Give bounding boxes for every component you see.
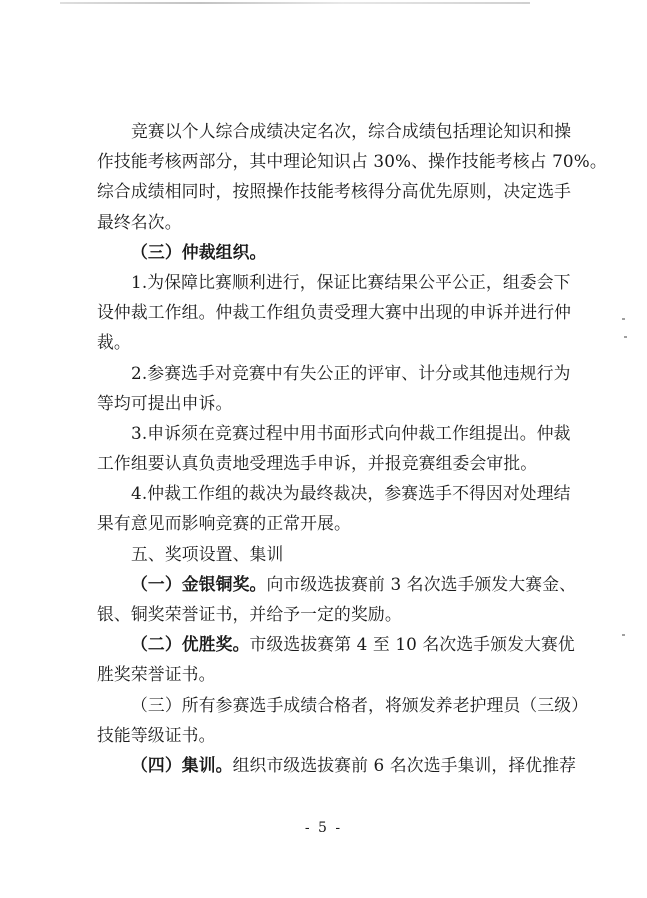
paragraph-line — [97, 659, 557, 689]
page-number: - 5 - — [304, 820, 343, 836]
paragraph-line — [97, 146, 607, 176]
subheading-gold-silver-bronze: （一）金银铜奖。 — [131, 573, 267, 594]
scan-speck — [624, 336, 627, 338]
paragraph-line — [97, 267, 571, 297]
paragraph-line — [97, 358, 571, 388]
subheading-excellence-award: （二）优胜奖。 — [131, 634, 250, 655]
scan-speck — [622, 634, 625, 636]
text-segment: 竞赛以个人综合成绩决定名次，综合成绩包括理论知识和操 — [131, 121, 572, 141]
text-segment: 4.仲裁工作组的裁决为最终裁决，参赛选手不得因对处理结 — [131, 483, 571, 504]
text-segment: 综合成绩相同时，按照操作技能考核得分高优先原则，决定选手 — [97, 181, 572, 202]
paragraph-line — [97, 327, 557, 357]
text-segment: 组织市级选拔赛前 6 名次选手集训，择优推荐 — [232, 754, 577, 775]
text-segment: 市级选拔赛第 4 至 10 名次选手颁发大赛优 — [249, 634, 575, 655]
paragraph-line — [97, 599, 557, 629]
heading-text: 五、奖项设置、集训 — [131, 543, 284, 564]
document-body — [97, 116, 607, 780]
heading-text: （三）仲裁组织。 — [131, 241, 267, 262]
text-segment: 等均可提出申诉。 — [97, 392, 233, 413]
text-segment: 2.参赛选手对竞赛中有失公正的评审、计分或其他违规行为 — [131, 362, 571, 383]
paragraph-line — [97, 207, 557, 237]
paragraph-line — [97, 478, 571, 508]
text-segment: 工作组要认真负责地受理选手申诉，并报竞赛组委会审批。 — [97, 453, 538, 474]
text-segment: 果有意见而影响竞赛的正常开展。 — [97, 513, 351, 534]
section-heading-arbitration — [97, 237, 557, 267]
paragraph-line — [97, 418, 571, 448]
text-segment: 胜奖荣誉证书。 — [97, 664, 216, 685]
paragraph-line — [97, 116, 572, 146]
text-segment: 1.为保障比赛顺利进行，保证比赛结果公平公正，组委会下 — [131, 271, 571, 292]
paragraph-line — [97, 176, 572, 206]
text-segment: 裁。 — [97, 332, 131, 353]
scan-speck — [622, 318, 625, 320]
paragraph-line — [97, 690, 589, 720]
paragraph-line — [97, 569, 577, 599]
paragraph-line — [97, 629, 575, 659]
paragraph-line — [97, 750, 577, 780]
paragraph-line — [97, 297, 572, 327]
paragraph-line — [97, 720, 557, 750]
section-heading-awards — [97, 539, 557, 569]
text-segment: 技能等级证书。 — [97, 724, 216, 745]
text-segment: 作技能考核两部分，其中理论知识占 30%、操作技能考核占 70%。 — [97, 151, 607, 172]
paragraph-line — [97, 508, 557, 538]
text-segment: 设仲裁工作组。仲裁工作组负责受理大赛中出现的申诉并进行仲 — [97, 302, 572, 323]
text-segment: 向市级选拔赛前 3 名次选手颁发大赛金、 — [266, 573, 577, 594]
scan-top-edge — [60, 2, 530, 4]
paragraph-line — [97, 388, 557, 418]
text-segment: 3.申诉须在竞赛过程中用书面形式向仲裁工作组提出。仲裁 — [131, 422, 571, 443]
subheading-training: （四）集训。 — [131, 754, 233, 775]
paragraph-line — [97, 448, 557, 478]
text-segment: 银、铜奖荣誉证书，并给予一定的奖励。 — [97, 604, 402, 624]
text-segment: 最终名次。 — [97, 211, 182, 232]
text-segment: （三）所有参赛选手成绩合格者，将颁发养老护理员（三级） — [131, 694, 589, 715]
